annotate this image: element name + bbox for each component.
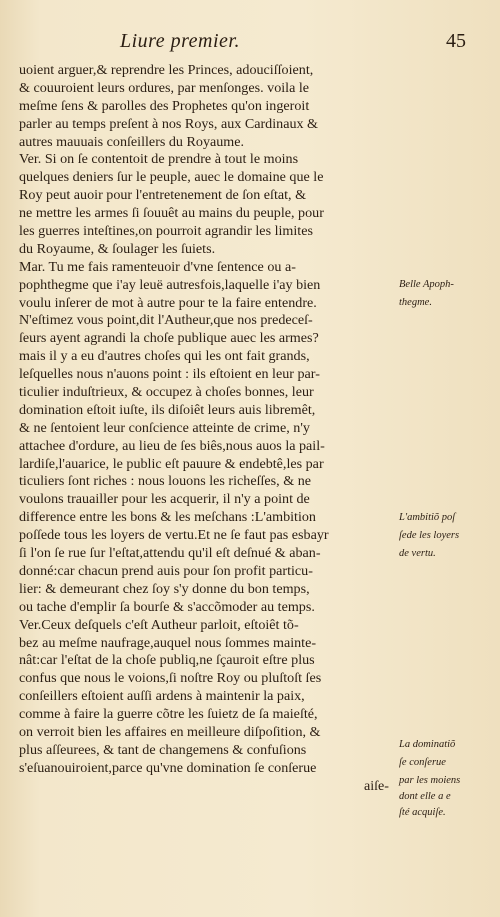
margin-note: La dominatiõ [399,739,456,750]
text-line: parler au temps preſent à nos Roys, aux Cardinaux & [19,115,319,132]
text-line: pophthegme que i'ay leuë autresfois,laquelle i'ay bien [19,276,321,293]
margin-note: dont elle a e [399,791,451,802]
text-line: du Royaume, & ſoulager les ſuiets. [19,240,216,257]
text-line: ſi l'on ſe rue ſur l'eſtat,attendu qu'il eſt deſnué & aban- [19,545,321,562]
text-line: lardiſe,l'auarice, le public eſt pauure & endebtê,les par [19,455,324,472]
margin-note: ſté acquiſe. [399,807,446,818]
text-line: plus aſſeurees, & tant de changemens & confuſions [19,741,307,758]
text-line: uoient arguer,& reprendre les Princes, adouciſſoient, [19,62,314,78]
text-line: voulons trauailler pour les acquerir, il n'y a point de [19,491,310,508]
text-line: nât:car l'eſtat de la choſe publiq,ne ſçauroit eſtre plus [19,652,315,669]
text-line: & couuroient leurs ordures, par menſonges. voila le [19,79,310,96]
text-line: attachee d'ordure, au lieu de ſes biês,nous auos la pail- [19,437,325,454]
margin-note: ſede les loyers [399,530,460,541]
margin-note: par les moiens [399,775,461,786]
text-line: autres mauuais conſeillers du Royaume. [19,133,245,150]
catchword: aiſe- [363,777,389,794]
text-line: comme à faire la guerre cõtre les ſuietz de ſa maieſté, [19,706,318,723]
page-number: 45 [446,30,466,52]
body-text [19,62,397,796]
text-line: conſeillers eſtoient auſſi ardens à maintenir la paix, [19,688,305,705]
running-head: Liure premier. [120,30,240,52]
text-line: les guerres inteſtines,on pourroit agrandir les limites [19,223,313,240]
text-line: Mar. Tu me fais ramenteuoir d'vne ſentence ou a- [19,258,296,275]
text-line: s'eſuanouiroient,parce qu'vne domination ſe conſerue [19,759,317,776]
text-line: ou tache d'emplir ſa bourſe & s'accõmoder au temps. [19,598,315,615]
text-line: ne mettre les armes ſi ſouuêt au mains du peuple, pour [19,205,324,222]
text-line: poſſede tous les loyers de vertu.Et ne ſe faut pas esbayr [19,527,329,544]
margin-note: thegme. [399,297,432,308]
text-line: lier: & demeurant chez ſoy s'y donne du bon temps, [19,580,310,597]
margin-note: de vertu. [399,548,436,559]
text-line: Roy peut auoir pour l'entretenement de ſon eſtat, & [19,187,307,204]
text-line: voulu inſerer de mot à autre pour te la faire entendre. [19,294,317,311]
text-line: donné:car chacun prend auis pour ſon profit particu- [19,562,313,579]
margin-note: L'ambitiõ poſ [399,512,456,523]
text-line: difference entre les bons & les meſchans :L'ambition [19,509,316,526]
text-line: & ne ſentoient leur conſcience atteinte de crime, n'y [19,419,310,436]
text-line: ticuliers ſont riches : nous louons les richeſſes, & ne [19,473,311,490]
text-line: confus que nous le voions,ſi noſtre Roy ou pluſtoſt ſes [19,670,322,687]
text-line: on verroit bien les affaires en meilleure diſpoſition, & [19,723,321,740]
text-line: ticulier induſtrieux, & occupez à choſes bonnes, leur [19,384,314,401]
text-line: quelques deniers ſur le peuple, auec le domaine que le [19,169,324,186]
text-line: leſquelles nous n'auons point : ils eſtoient en leur par- [19,366,320,383]
text-line: bez au meſme naufrage,auquel nous ſommes mainte- [19,634,317,651]
text-line: meſme ſens & parolles des Prophetes qu'on ingeroit [19,97,310,114]
text-line: domination eſtoit iuſte, ils diſoiêt leurs auis libremêt, [19,401,316,418]
text-line: N'eſtimez vous point,dit l'Autheur,que nos predeceſ- [19,312,313,329]
margin-note: ſe conſerue [399,757,446,768]
text-line: Ver.Ceux deſquels c'eſt Autheur parloit, eſtoiêt tõ- [19,616,299,633]
text-line: mais il y a eu d'autres choſes qui les ont fait grands, [19,348,310,365]
text-line: Ver. Si on ſe contentoit de prendre à tout le moins [19,151,299,168]
text-line: ſeurs ayent agrandi la choſe publique auec les armes? [19,330,319,347]
margin-note: Belle Apoph- [399,279,454,290]
